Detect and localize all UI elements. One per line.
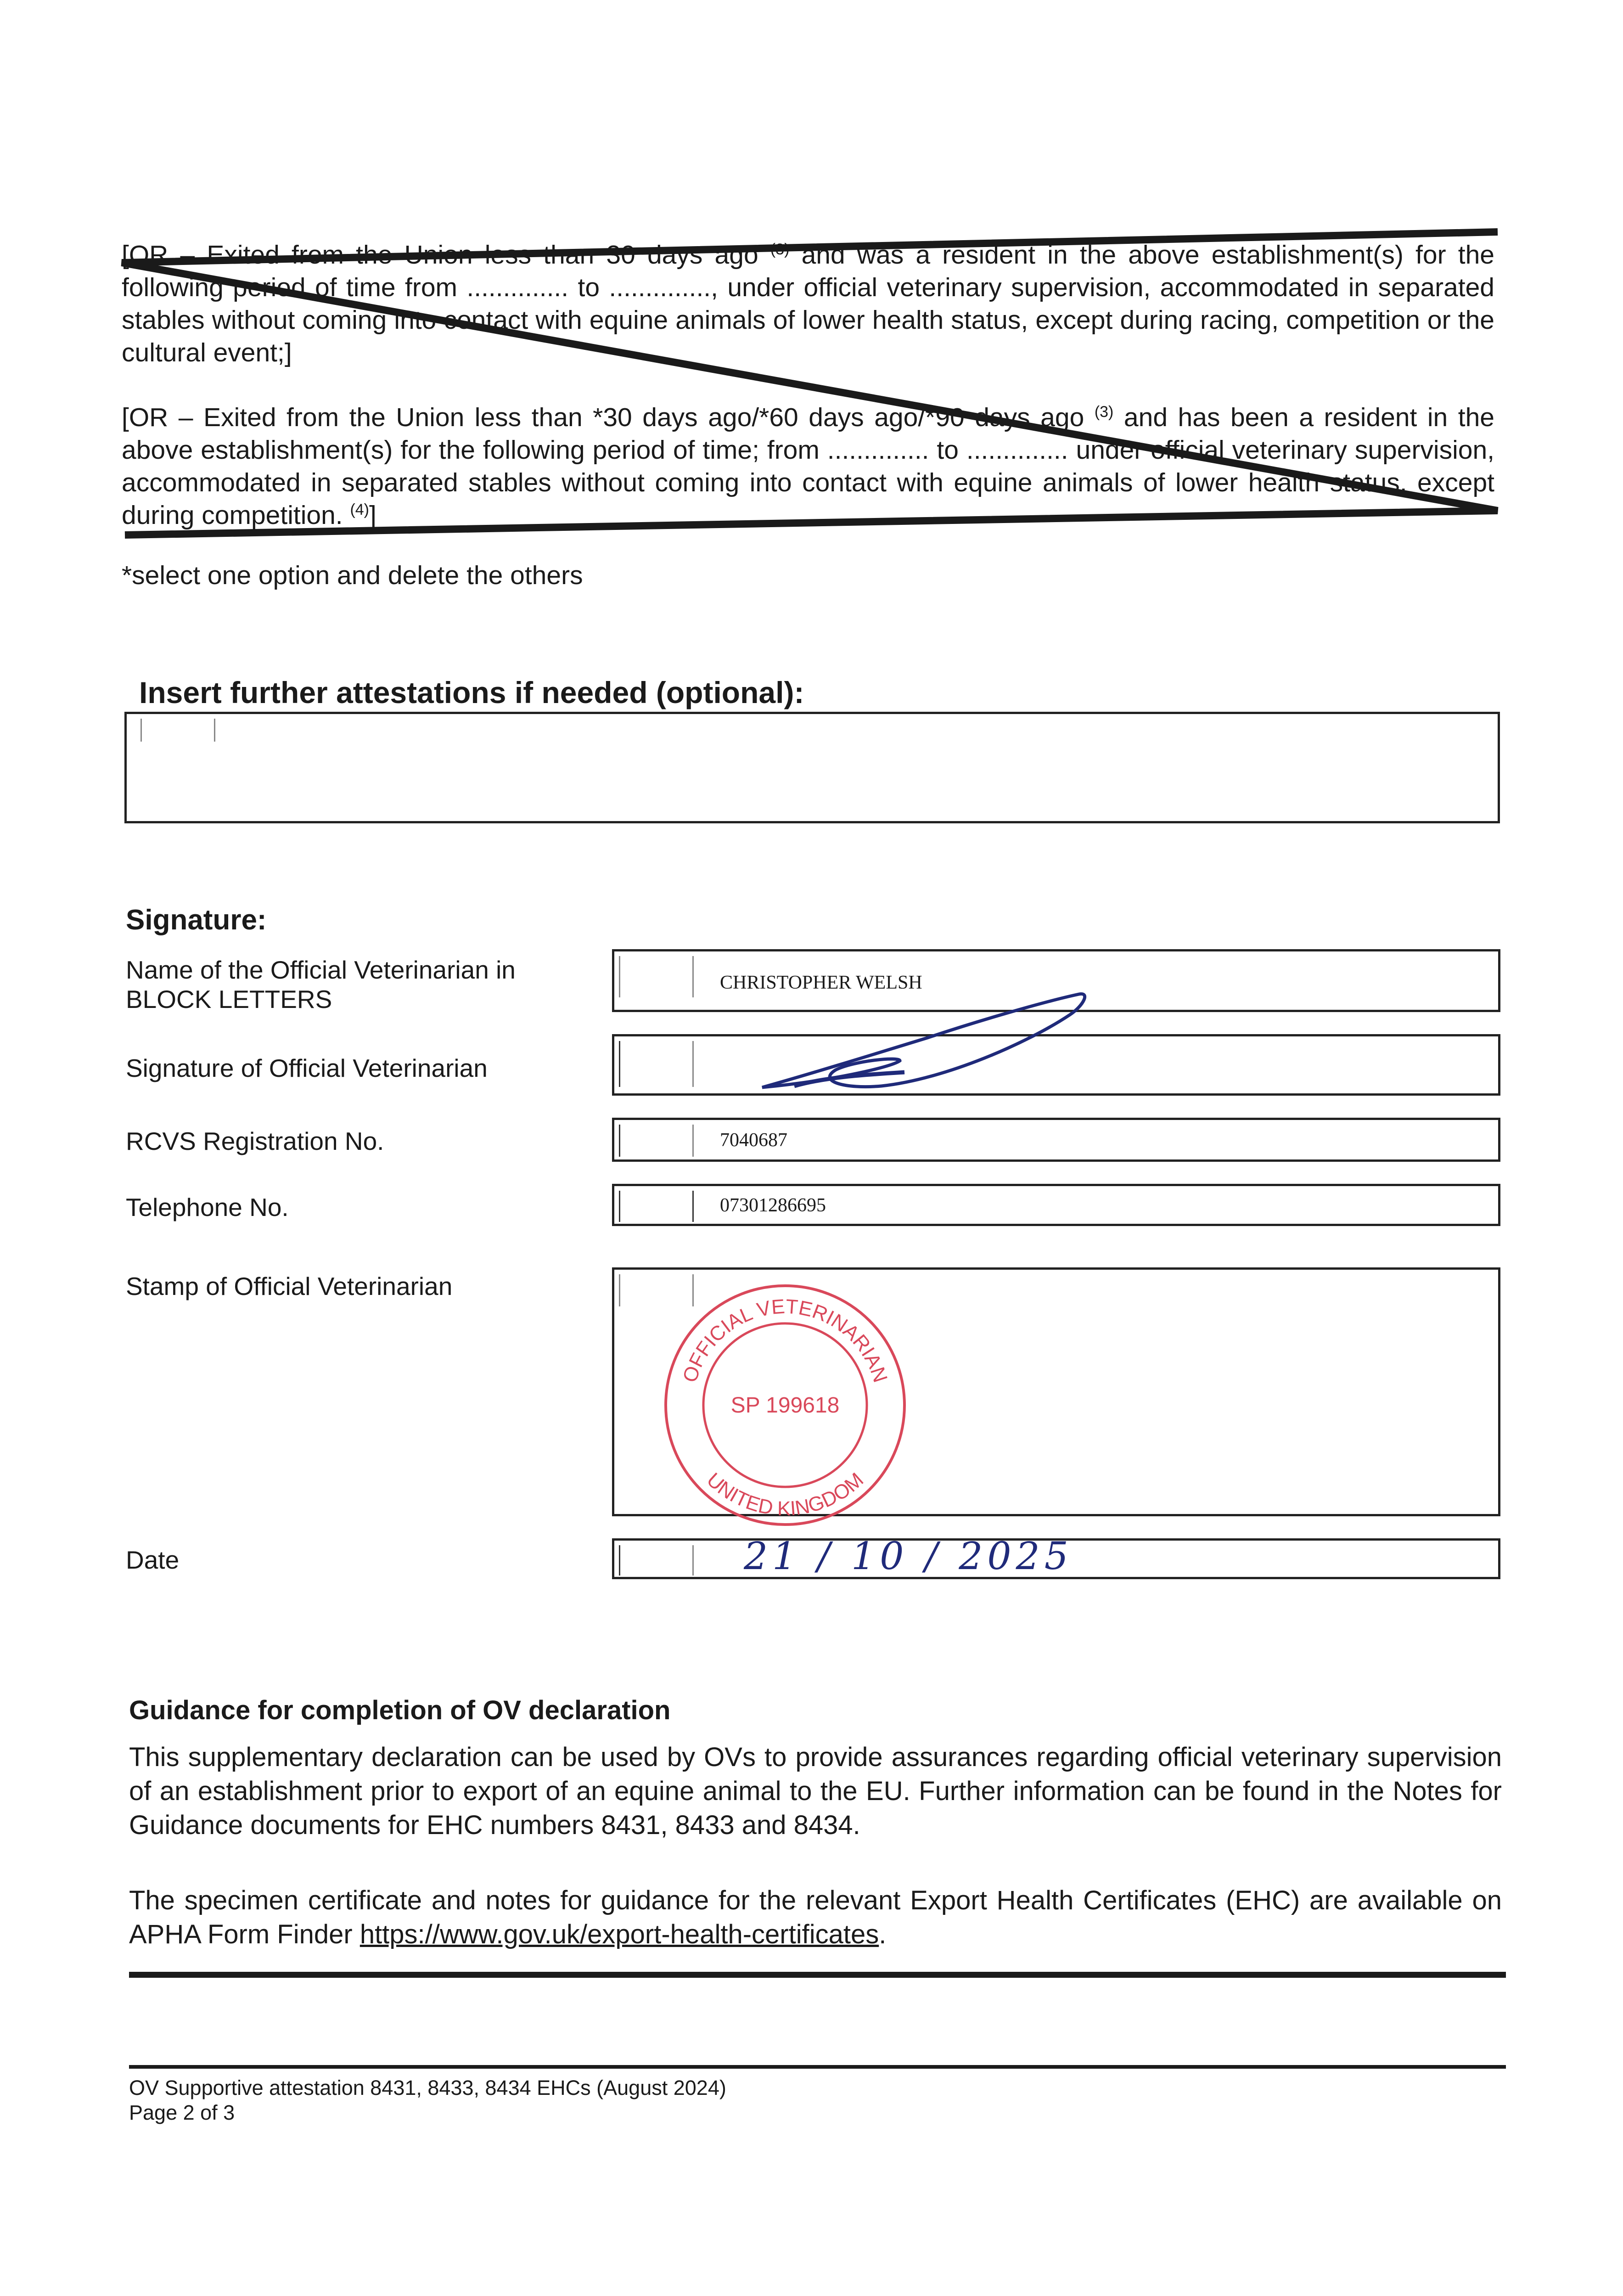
footer-document-title: OV Supportive attestation 8431, 8433, 8434 EHCs (August 2024) — [129, 2076, 726, 2099]
official-veterinarian-stamp — [661, 1281, 909, 1529]
name-label — [126, 955, 516, 1014]
period: . — [879, 1919, 887, 1949]
select-note: *select one option and delete the others — [122, 561, 583, 590]
export-health-certificates-link[interactable]: https://www.gov.uk/export-health-certificates — [359, 1919, 879, 1949]
guidance-paragraph-2 — [129, 1884, 1502, 1952]
option-a-text-cont: and was a resident in the above establishment(s) for the following period of time from .............. to .............., under official veterinary supervision, accommodated in separated stables without coming into contact with equine animals of lower health status, except during racing, competition or the cultural event;] — [122, 240, 1494, 367]
further-attestations-field[interactable] — [124, 712, 1500, 823]
footnote-ref: (4) — [350, 501, 370, 518]
stamp-label: Stamp of Official Veterinarian — [126, 1272, 453, 1300]
date-label: Date — [126, 1546, 180, 1574]
rcvs-value: 7040687 — [720, 1130, 787, 1151]
option-a-text: [OR – Exited from the Union less than 30 days ago — [122, 240, 770, 270]
stamp-bottom-text: UNITED KINGDOM — [702, 1468, 868, 1520]
guidance-section — [129, 1694, 1502, 1952]
option-b-text: [OR – Exited from the Union less than *30 days ago/*60 days ago/*90 days ago — [122, 403, 1095, 432]
guidance-heading: Guidance for completion of OV declaration — [129, 1695, 671, 1725]
handwritten-date: 21 / 10 / 2025 — [744, 1535, 1073, 1578]
footer — [129, 2076, 726, 2125]
name-value: CHRISTOPHER WELSH — [720, 972, 922, 993]
rcvs-field[interactable] — [612, 1118, 1500, 1162]
handwritten-signature — [753, 983, 1102, 1102]
signature-label: Signature of Official Veterinarian — [126, 1054, 488, 1082]
telephone-label: Telephone No. — [126, 1193, 289, 1221]
telephone-field[interactable] — [612, 1184, 1500, 1226]
guidance-paragraph-1: This supplementary declaration can be used by OVs to provide assurances regarding official veterinary supervision of an establishment prior to export of an equine animal to the EU. Further information can be found in the Notes for Guidance documents for EHC numbers 8431, 8433 and 8434. — [129, 1742, 1502, 1840]
stamp-center-text: SP 199618 — [730, 1393, 840, 1418]
footnote-ref: (3) — [1094, 403, 1114, 421]
footer-divider — [129, 2065, 1506, 2069]
footer-page-number: Page 2 of 3 — [129, 2101, 235, 2124]
telephone-value: 07301286695 — [720, 1195, 826, 1216]
signature-heading: Signature: — [126, 904, 267, 936]
guidance-paragraph-2-text: The specimen certificate and notes for guidance for the relevant Export Health Certificates (EHC) are available on APHA Form Finder — [129, 1885, 1502, 1949]
strikeout-z-mark — [0, 0, 1623, 597]
option-b-text-cont: and has been a resident in the above establishment(s) for the following period of time; from .............. to .............. under official veterinary supervision, accommodated in separated stables without coming into contact with equine animals of lower health status, except during competition. — [122, 403, 1494, 530]
name-label-line-1: Name of the Official Veterinarian in — [126, 956, 516, 984]
further-attestations-heading: Insert further attestations if needed (optional): — [139, 675, 804, 709]
rcvs-label: RCVS Registration No. — [126, 1127, 384, 1155]
stamp-top-text: OFFICIAL VETERINARIAN — [678, 1295, 892, 1385]
name-label-line-2: BLOCK LETTERS — [126, 985, 332, 1013]
option-b-text-end: ] — [369, 501, 376, 530]
footnote-ref: (3) — [770, 241, 790, 258]
section-divider — [129, 1972, 1506, 1978]
